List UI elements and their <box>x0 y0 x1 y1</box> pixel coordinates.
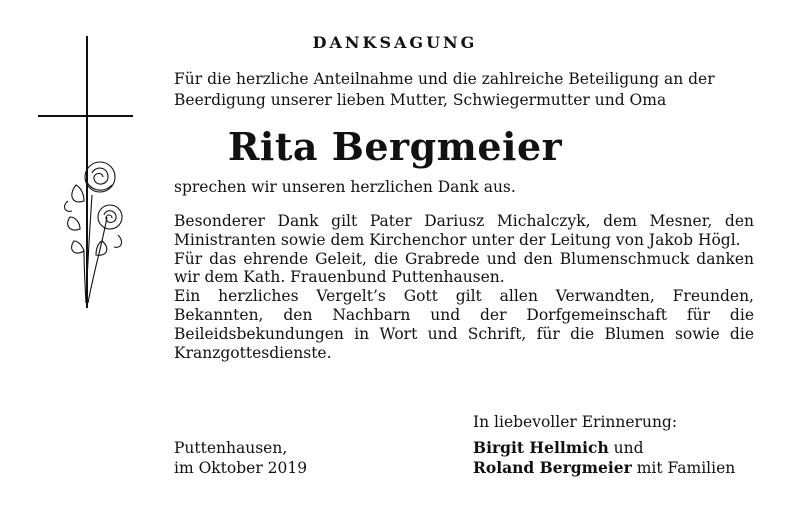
paragraph-clergy: Besonderer Dank gilt Pater Dariusz Michalczyk, dem Mesner, den Ministranten sowie dem Kirchenchor unter der Leitung von Jakob Högl. <box>174 212 754 249</box>
signer-2-name: Roland Bergmeier <box>473 458 632 477</box>
signers <box>473 438 735 478</box>
paragraph-frauenbund: Für das ehrende Geleit, die Grabrede und den Blumenschmuck danken wir dem Kath. Frauenbund Puttenhausen. <box>174 249 754 287</box>
roses-icon <box>62 155 132 305</box>
signer-1-name: Birgit Hellmich <box>473 438 609 457</box>
place: Puttenhausen, <box>174 439 288 457</box>
cross-bar <box>38 115 133 117</box>
signer-2-suffix: mit Familien <box>631 459 736 477</box>
closing-line: In liebevoller Erinnerung: <box>473 413 678 431</box>
signer-1-suffix: und <box>608 439 644 457</box>
place-date <box>174 438 307 478</box>
thanks-line: sprechen wir unseren herzlichen Dank aus. <box>174 178 516 196</box>
date: im Oktober 2019 <box>174 459 308 477</box>
thanks-body <box>174 212 754 362</box>
notice-heading: DANKSAGUNG <box>312 33 478 52</box>
deceased-name: Rita Bergmeier <box>227 124 563 169</box>
signer-line-1 <box>473 438 735 458</box>
intro-text: Für die herzliche Anteilnahme und die zahlreiche Beteiligung an der Beerdigung unserer lieben Mutter, Schwiegermutter und Oma <box>174 70 715 109</box>
signer-line-2 <box>473 458 735 478</box>
paragraph-vergelts-gott: Ein herzliches Vergelt’s Gott gilt allen Verwandten, Freunden, Bekannten, den Nachbarn und der Dorfgemeinschaft für die Beileidsbekundungen in Wort und Schrift, für die Blumen sowie die Kranzgottesdienste. <box>174 287 754 362</box>
